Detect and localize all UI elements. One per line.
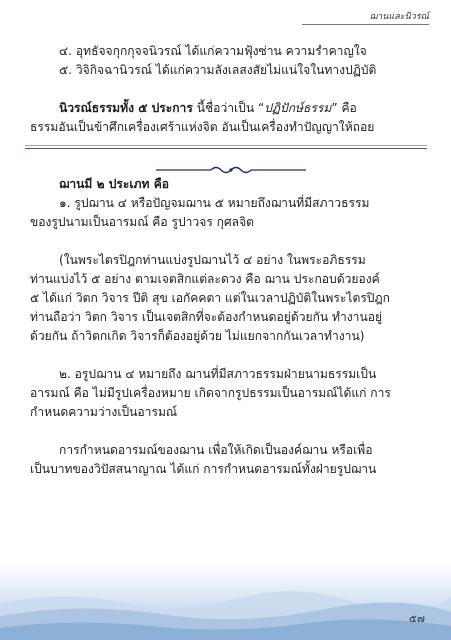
note-line-3: ๕ ได้แก่ วิตก วิจาร ปีติ สุข เอกัคคตา แต่ในเวลาปฏิบัติในพระไตรปิฎก — [30, 291, 390, 305]
section-divider — [30, 139, 422, 175]
page-number: ๕๗ — [409, 613, 425, 625]
rupa-jhana-line-2: ของรูปนามเป็นอารมณ์ คือ รูปาวจร กุศลจิต — [30, 215, 255, 229]
rupa-jhana-line-1: ๑. รูปฌาน ๔ หรือปัญจมฌาน ๕ หมายถึงฌานที่มีสภาวธรรม — [59, 196, 370, 210]
arupa-jhana-line-2: อารมณ์ คือ ไม่มีรูปเครื่องหมาย เกิดจากรูปธรรมเป็นอารมณ์ได้แก่ การ — [30, 386, 391, 400]
running-header: ฌานและนิวรณ์ — [369, 12, 429, 22]
note-line-4: ท่านถือว่า วิตก วิจาร เป็นเจตสิกที่จะต้องกำหนดอยู่ด้วยกัน ทำงานอยู่ — [30, 310, 383, 324]
summary-text-before-quote: นี้ชื่อว่าเป็น “ — [192, 101, 265, 115]
hindrance-summary-line-1 — [30, 99, 422, 118]
ornament-flourish-icon — [156, 165, 306, 175]
jhana-object-line-1: การกำหนดอารมณ์ของฌาน เพื่อให้เกิดเป็นองค์ฌาน หรือเพื่อ — [59, 443, 373, 457]
summary-quote: ปฏิปักษ์ธรรม — [264, 101, 332, 115]
jhana-object-line-2: เป็นบาทของวิปัสสนาญาณ ได้แก่ การกำหนดอารมณ์ทั้งฝ่ายรูปฌาน — [30, 462, 377, 476]
hindrance-item-5: ๕. วิจิกิจฉานิวรณ์ ได้แก่ความลังเลสงสัยไม่แน่ใจในทางปฏิบัติ — [59, 63, 377, 77]
summary-bold-lead: นิวรณ์ธรรมทั้ง ๕ ประการ — [59, 101, 193, 115]
note-line-2: ท่านแบ่งไว้ ๕ อย่าง ตามเจตสิกแต่ละดวง คือ ฌาน ประกอบด้วยองค์ — [30, 272, 380, 286]
header-rule — [302, 24, 429, 25]
footer-wave-decoration — [0, 552, 451, 640]
arupa-jhana-line-1: ๒. อรูปฌาน ๔ หมายถึง ฌานที่มีสภาวธรรมฝ่ายนามธรรมเป็น — [59, 367, 377, 381]
arupa-jhana-line-3: กำหนดความว่างเป็นอารมณ์ — [30, 405, 178, 419]
summary-text-after-quote: ” คือ — [331, 101, 357, 115]
note-line-5: ด้วยกัน ถ้าวิตกเกิด วิจารก็ต้องอยู่ด้วย ไม่แยกจากกันเวลาทำงาน) — [30, 329, 365, 343]
hindrance-summary-line-2: ธรรมอันเป็นข้าศึกเครื่องเศร้าแห่งจิต อันเป็นเครื่องทำปัญญาให้ถอย — [30, 120, 375, 134]
note-line-1: (ในพระไตรปิฎกท่านแบ่งรูปฌานไว้ ๔ อย่าง ในพระอภิธรรม — [59, 253, 366, 267]
body-text — [30, 42, 422, 479]
hindrance-item-4: ๔. อุทธัจจกุกกุจจนิวรณ์ ได้แก่ความฟุ้งซ่าน ความรำคาญใจ — [59, 44, 367, 58]
jhana-types-heading: ฌานมี ๒ ประเภท คือ — [59, 177, 170, 191]
